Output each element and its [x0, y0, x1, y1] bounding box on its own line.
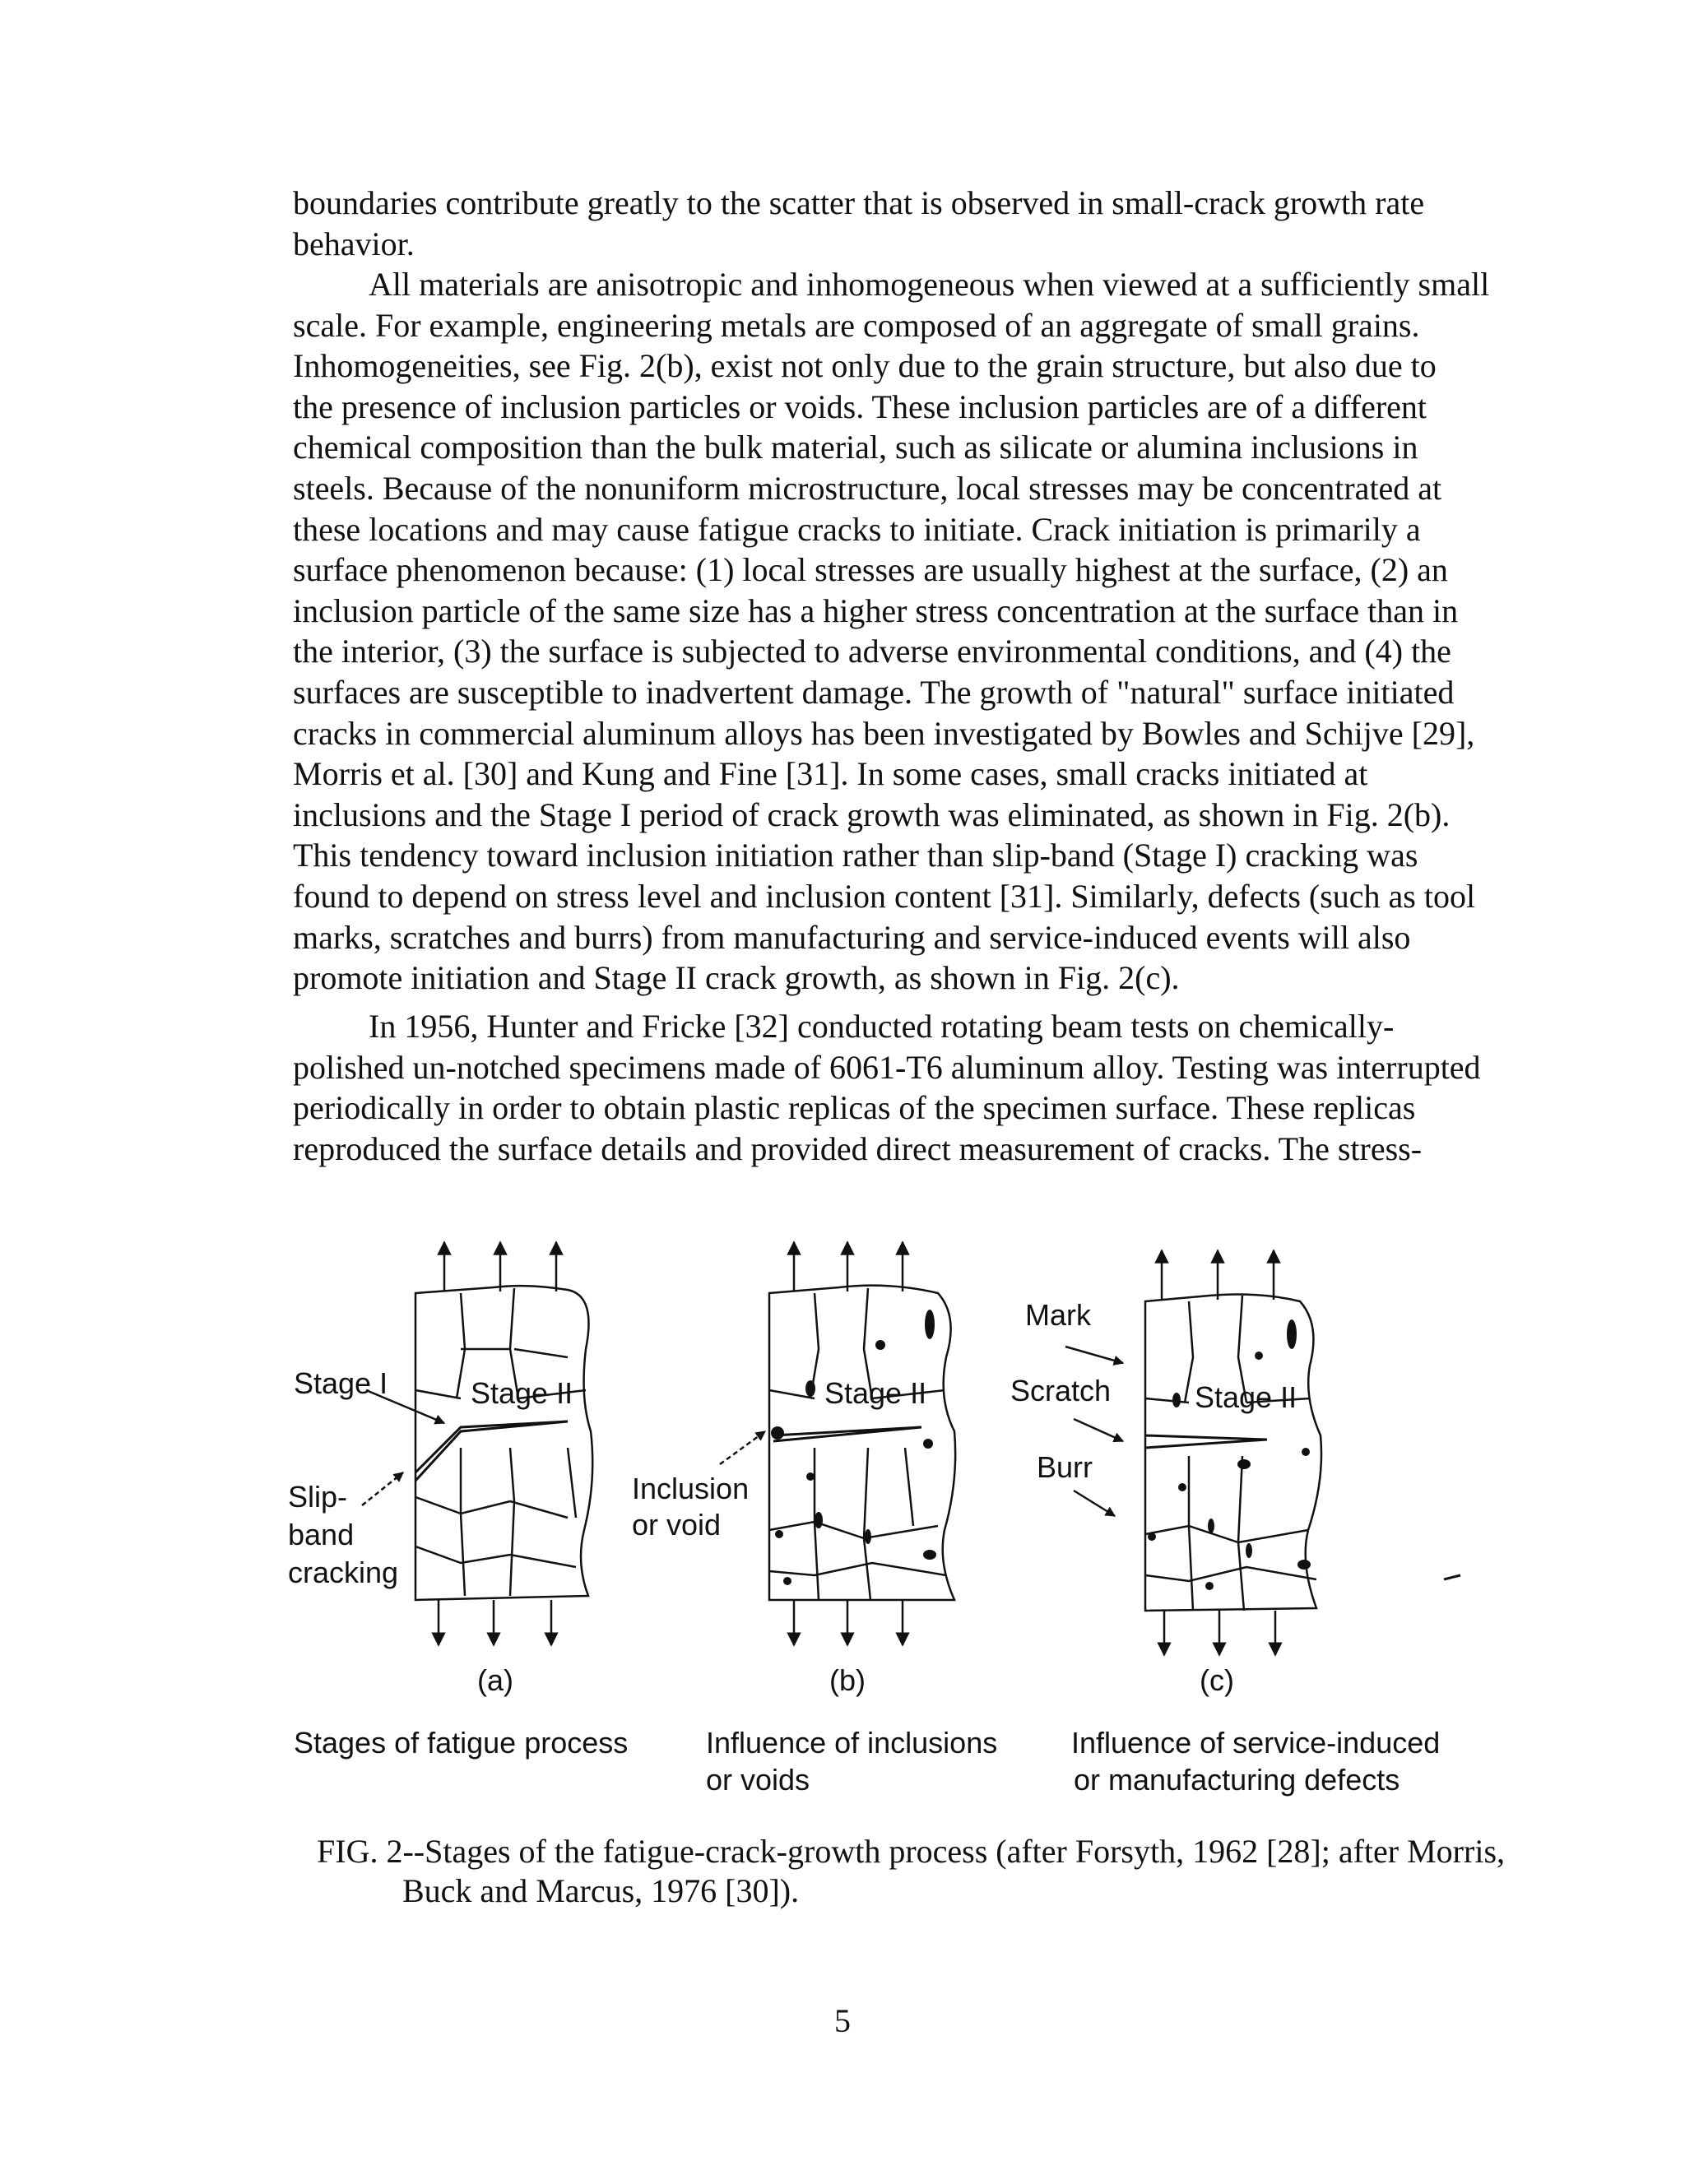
text-line: found to depend on stress level and inclusion content [31]. Similarly, defects (such as tool — [293, 877, 1476, 915]
slip-band-label-2: band — [288, 1518, 355, 1551]
inclusion-dot — [1246, 1543, 1252, 1558]
slip-band-label-1: Slip- — [288, 1480, 348, 1514]
grain-boundary — [1145, 1296, 1310, 1403]
panel-letter: (b) — [829, 1663, 866, 1697]
inclusion-dot — [1208, 1519, 1214, 1533]
inclusion-dot — [815, 1512, 823, 1528]
stray-mark — [1444, 1575, 1460, 1579]
inclusion-dot — [1297, 1560, 1311, 1570]
crack — [415, 1421, 568, 1481]
pointer-arrow-icon — [1065, 1347, 1123, 1363]
inclusion-dot — [1148, 1533, 1156, 1541]
inclusion-label-2: or void — [632, 1508, 722, 1542]
inclusion-dot — [1205, 1582, 1214, 1590]
pointer-arrow-icon — [362, 1472, 403, 1505]
text-line: chemical composition than the bulk material, such as silicate or alumina inclusions in — [293, 429, 1418, 466]
inclusion-dot — [783, 1577, 791, 1585]
text-line: the presence of inclusion particles or voids. These inclusion particles are of a different — [293, 387, 1427, 425]
text-line: scale. For example, engineering metals are composed of an aggregate of small grains. — [293, 306, 1420, 344]
grain-boundary — [769, 1288, 945, 1398]
page-number: 5 — [834, 2002, 851, 2039]
inclusion-dot — [925, 1310, 935, 1339]
text-line: polished un-notched specimens made of 6061-T6 aluminum alloy. Testing was interrupted — [293, 1048, 1481, 1086]
panel-letter: (c) — [1200, 1663, 1234, 1697]
text-line: reproduced the surface details and provided direct measurement of cracks. The stress- — [293, 1129, 1423, 1167]
inclusion-dot — [1287, 1319, 1297, 1349]
text-line: inclusions and the Stage I period of crack growth was eliminated, as shown in Fig. 2(b). — [293, 795, 1451, 833]
inclusion-dot — [1172, 1393, 1181, 1407]
inclusion-dot — [806, 1472, 815, 1481]
pointer-arrow-icon — [1074, 1491, 1115, 1516]
panel-letter: (a) — [477, 1663, 513, 1697]
paragraph-3 — [293, 1006, 1481, 1169]
text-line: inclusion particle of the same size has a higher stress concentration at the surface than in — [293, 591, 1459, 629]
text-line: Inhomogeneities, see Fig. 2(b), exist not only due to the grain structure, but also due to — [293, 347, 1437, 385]
text-line: All materials are anisotropic and inhomogeneous when viewed at a sufficiently small — [369, 266, 1490, 303]
inclusion-label-1: Inclusion — [632, 1472, 750, 1505]
inclusion-dot — [923, 1439, 933, 1449]
specimen-outline — [769, 1286, 955, 1600]
panel-c — [1065, 1250, 1460, 1655]
text-line: Morris et al. [30] and Kung and Fine [31]. In some cases, small cracks initiated at — [293, 755, 1368, 793]
panel-description: Stages of fatigue process — [294, 1726, 629, 1760]
text-line: steels. Because of the nonuniform microstructure, local stresses may be concentrated at — [293, 469, 1442, 507]
text-line: periodically in order to obtain plastic replicas of the specimen surface. These replicas — [293, 1089, 1416, 1127]
inclusion-dot — [1255, 1352, 1263, 1360]
grain-boundary — [769, 1448, 946, 1600]
stage-ii-label: Stage II — [1195, 1380, 1297, 1414]
text-line: these locations and may cause fatigue cracks to initiate. Crack initiation is primarily a — [293, 510, 1421, 548]
text-line: marks, scratches and burrs) from manufacturing and service-induced events will also — [293, 918, 1411, 956]
grain-boundary — [415, 1288, 586, 1398]
panel-description: or manufacturing defects — [1074, 1763, 1400, 1797]
text-line: cracks in commercial aluminum alloys has been investigated by Bowles and Schijve [29], — [293, 714, 1475, 752]
panel-a-labels — [288, 1366, 628, 1760]
inclusion-dot — [875, 1340, 885, 1350]
pointer-arrow-icon — [1074, 1419, 1123, 1441]
grain-boundary — [1145, 1456, 1316, 1611]
paragraph-1 — [293, 183, 1478, 264]
caption-line: Buck and Marcus, 1976 [30]). — [402, 1872, 800, 1909]
inclusion-dot — [1302, 1448, 1310, 1456]
panel-b-labels — [632, 1376, 997, 1797]
pointer-arrow-icon — [720, 1431, 765, 1464]
stage-ii-label: Stage II — [471, 1376, 573, 1410]
slip-band-label-3: cracking — [288, 1556, 399, 1589]
grain-boundary — [415, 1448, 576, 1596]
caption-line: FIG. 2--Stages of the fatigue-crack-growth process (after Forsyth, 1962 [28]; after Morris, — [317, 1833, 1506, 1870]
burr-label: Burr — [1037, 1450, 1093, 1484]
text-line: boundaries contribute greatly to the scatter that is observed in small-crack growth rate — [293, 184, 1425, 221]
panel-description: Influence of service-induced — [1071, 1726, 1441, 1760]
specimen-outline — [415, 1286, 592, 1600]
mark-label: Mark — [1025, 1298, 1091, 1332]
text-line: promote initiation and Stage II crack growth, as shown in Fig. 2(c). — [293, 959, 1180, 997]
inclusion-dot — [805, 1380, 815, 1397]
inclusion-dot — [775, 1530, 783, 1538]
figure-caption — [317, 1832, 1506, 1911]
inclusion-dot — [1237, 1459, 1251, 1469]
inclusion-dot — [1178, 1483, 1186, 1491]
inclusion-dot — [771, 1426, 784, 1440]
panel-description: Influence of inclusions — [706, 1726, 998, 1760]
text-line: behavior. — [293, 225, 415, 262]
paragraph-2 — [293, 264, 1490, 999]
stage-i-label: Stage I — [294, 1366, 388, 1400]
text-line: surfaces are susceptible to inadvertent damage. The growth of "natural" surface initiated — [293, 673, 1455, 711]
panel-a — [362, 1242, 592, 1645]
crack — [773, 1427, 921, 1441]
panel-description: or voids — [706, 1763, 810, 1797]
panel-b — [720, 1242, 955, 1645]
crack — [1145, 1435, 1267, 1448]
text-line: In 1956, Hunter and Fricke [32] conducted rotating beam tests on chemically- — [369, 1008, 1395, 1045]
specimen-outline — [1145, 1295, 1321, 1611]
inclusion-dot — [923, 1550, 936, 1560]
panel-c-labels — [1010, 1298, 1440, 1797]
text-line: the interior, (3) the surface is subjected to adverse environmental conditions, and (4) the — [293, 633, 1451, 670]
inclusions — [771, 1310, 936, 1585]
scratch-label: Scratch — [1010, 1374, 1112, 1407]
text-line: This tendency toward inclusion initiation rather than slip-band (Stage I) cracking was — [293, 837, 1418, 874]
stage-ii-label: Stage II — [824, 1376, 927, 1410]
pointer-arrow-icon — [366, 1390, 444, 1423]
text-line: surface phenomenon because: (1) local stresses are usually highest at the surface, (2) an — [293, 551, 1448, 589]
defects — [1148, 1319, 1311, 1590]
inclusion-dot — [865, 1529, 871, 1544]
